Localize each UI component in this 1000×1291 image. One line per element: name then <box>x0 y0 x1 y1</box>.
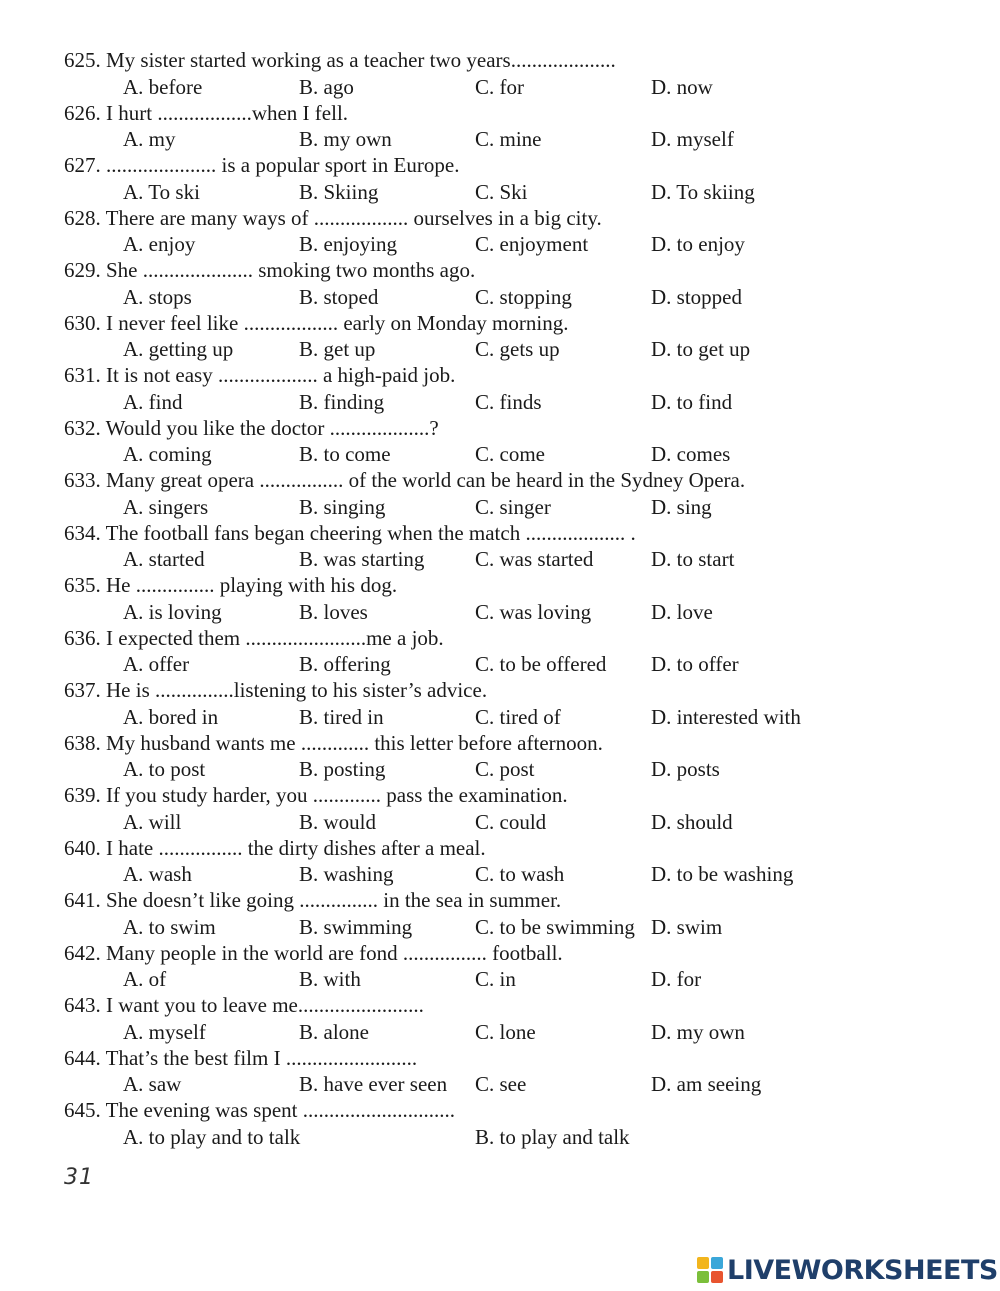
question-643-text: 643. I want you to leave me........................ <box>64 993 424 1017</box>
question-642-text: 642. Many people in the world are fond ................ football. <box>64 940 563 965</box>
question-645-options <box>0 1124 1000 1150</box>
option-d[interactable]: D. now <box>651 74 713 99</box>
question-639-text: 639. If you study harder, you ............. pass the examination. <box>64 783 568 807</box>
question-626-options <box>0 126 1000 152</box>
option-a[interactable]: A. to post <box>123 757 206 781</box>
option-c[interactable]: C. to be offered <box>475 652 607 676</box>
question-635-text: 635. He ............... playing with his dog. <box>64 573 398 597</box>
option-b[interactable]: B. to come <box>299 442 391 466</box>
option-d[interactable]: D. sing <box>651 494 712 519</box>
option-b[interactable]: B. washing <box>299 862 394 886</box>
option-b[interactable]: B. my own <box>299 127 392 151</box>
option-a[interactable]: A. coming <box>123 442 212 466</box>
option-b[interactable]: B. was starting <box>299 547 425 571</box>
option-c[interactable]: C. come <box>475 442 545 466</box>
option-d[interactable]: D. to enjoy <box>651 232 745 256</box>
option-a[interactable]: A. my <box>123 127 176 151</box>
option-b[interactable]: B. singing <box>299 494 386 519</box>
question-626-text: 626. I hurt ..................when I fell. <box>64 100 349 125</box>
option-b[interactable]: B. posting <box>299 757 386 781</box>
option-d[interactable]: D. to find <box>651 389 733 414</box>
option-a[interactable]: A. To ski <box>123 179 200 204</box>
question-628-text: 628. There are many ways of .................. ourselves in a big city. <box>64 205 602 230</box>
option-a[interactable]: A. stops <box>123 284 192 309</box>
brand-logo-icon <box>697 1257 723 1283</box>
question-633-text: 633. Many great opera ................ of the world can be heard in the Sydney Opera. <box>64 468 746 492</box>
option-a[interactable]: A. getting up <box>123 337 234 361</box>
option-c[interactable]: C. tired of <box>475 704 561 729</box>
page-number: 31 <box>64 1165 94 1190</box>
question-628-options <box>0 231 1000 257</box>
question-642-options <box>0 966 1000 992</box>
question-630-options <box>0 336 1000 362</box>
question-637-options <box>0 704 1000 730</box>
option-a[interactable]: A. wash <box>123 862 192 886</box>
option-a[interactable]: A. is loving <box>123 599 222 624</box>
option-d[interactable]: D. love <box>651 599 713 624</box>
option-d[interactable]: D. to offer <box>651 652 739 676</box>
question-638-text: 638. My husband wants me ............. this letter before afternoon. <box>64 730 603 755</box>
option-d[interactable]: D. to be washing <box>651 862 794 886</box>
option-a[interactable]: A. before <box>123 74 203 99</box>
option-b[interactable]: B. enjoying <box>299 232 397 256</box>
question-641-options <box>0 914 1000 940</box>
option-b[interactable]: B. finding <box>299 389 385 414</box>
option-a[interactable]: A. find <box>123 389 183 414</box>
brand-logo-tile <box>697 1257 709 1269</box>
option-b[interactable]: B. ago <box>299 74 354 99</box>
question-643-options <box>0 1019 1000 1045</box>
question-631-text: 631. It is not easy ................... a high-paid job. <box>64 363 456 387</box>
option-a[interactable]: A. to swim <box>123 914 216 939</box>
option-b[interactable]: B. tired in <box>299 704 384 729</box>
option-a[interactable]: A. bored in <box>123 704 219 729</box>
option-b[interactable]: B. stoped <box>299 284 379 309</box>
brand-name: LIVEWORKSHEETS <box>727 1254 998 1286</box>
question-641-text: 641. She doesn’t like going ............... in the sea in summer. <box>64 888 562 912</box>
option-c[interactable]: C. lone <box>475 1019 536 1044</box>
option-d[interactable]: D. to get up <box>651 337 751 361</box>
question-637-text: 637. He is ...............listening to his sister’s advice. <box>64 678 488 702</box>
question-638-options <box>0 756 1000 782</box>
option-b[interactable]: B. to play and talk <box>475 1124 630 1149</box>
question-645-text: 645. The evening was spent ............................. <box>64 1098 455 1122</box>
question-629-text: 629. She ..................... smoking two months ago. <box>64 258 476 282</box>
question-625-text: 625. My sister started working as a teacher two years.................... <box>64 48 616 72</box>
option-a[interactable]: A. of <box>123 967 167 991</box>
option-a[interactable]: A. started <box>123 547 205 571</box>
question-635-options <box>0 599 1000 625</box>
question-629-options <box>0 284 1000 310</box>
option-d[interactable]: D. swim <box>651 914 723 939</box>
option-c[interactable]: C. singer <box>475 494 551 519</box>
option-c[interactable]: C. mine <box>475 127 542 151</box>
option-a[interactable]: A. singers <box>123 494 209 519</box>
option-d[interactable]: D. posts <box>651 757 720 781</box>
question-634-text: 634. The football fans began cheering when the match ................... . <box>64 520 636 545</box>
option-d[interactable]: D. comes <box>651 442 731 466</box>
option-c[interactable]: C. to wash <box>475 862 565 886</box>
option-c[interactable]: C. was started <box>475 547 594 571</box>
question-625-options <box>0 74 1000 100</box>
question-627-text: 627. ..................... is a popular sport in Europe. <box>64 153 460 177</box>
option-a[interactable]: A. myself <box>123 1019 206 1044</box>
question-630-text: 630. I never feel like .................. early on Monday morning. <box>64 310 569 335</box>
option-c[interactable]: C. for <box>475 74 524 99</box>
option-c[interactable]: C. was loving <box>475 599 592 624</box>
brand-logo-tile <box>711 1257 723 1269</box>
option-a[interactable]: A. saw <box>123 1072 182 1096</box>
option-a[interactable]: A. to play and to talk <box>123 1124 301 1149</box>
option-a[interactable]: A. offer <box>123 652 190 676</box>
option-b[interactable]: B. alone <box>299 1019 369 1044</box>
option-c[interactable]: C. enjoyment <box>475 232 589 256</box>
brand-logo-tile <box>697 1271 709 1283</box>
brand-logo-tile <box>711 1271 723 1283</box>
question-640-options <box>0 861 1000 887</box>
option-c[interactable]: C. in <box>475 967 516 991</box>
option-d[interactable]: D. to start <box>651 547 735 571</box>
question-636-options <box>0 651 1000 677</box>
question-639-options <box>0 809 1000 835</box>
option-b[interactable]: B. Skiing <box>299 179 379 204</box>
brand-watermark[interactable] <box>697 1253 998 1287</box>
option-c[interactable]: C. gets up <box>475 337 560 361</box>
question-634-options <box>0 546 1000 572</box>
option-d[interactable]: D. To skiing <box>651 179 755 204</box>
option-d[interactable]: D. for <box>651 967 702 991</box>
question-644-options <box>0 1071 1000 1097</box>
question-644-text: 644. That’s the best film I ......................... <box>64 1045 418 1070</box>
option-b[interactable]: B. get up <box>299 337 376 361</box>
option-d[interactable]: D. should <box>651 809 733 834</box>
option-c[interactable]: C. Ski <box>475 179 528 204</box>
question-631-options <box>0 389 1000 415</box>
option-b[interactable]: B. would <box>299 809 377 834</box>
option-d[interactable]: D. myself <box>651 127 734 151</box>
option-c[interactable]: C. could <box>475 809 547 834</box>
question-627-options <box>0 179 1000 205</box>
question-632-text: 632. Would you like the doctor ...................? <box>64 415 439 440</box>
option-b[interactable]: B. have ever seen <box>299 1072 448 1096</box>
question-640-text: 640. I hate ................ the dirty dishes after a meal. <box>64 835 486 860</box>
option-d[interactable]: D. am seeing <box>651 1072 762 1096</box>
question-636-text: 636. I expected them .......................me a job. <box>64 625 444 650</box>
option-a[interactable]: A. enjoy <box>123 232 196 256</box>
option-b[interactable]: B. loves <box>299 599 368 624</box>
option-c[interactable]: C. to be swimming <box>475 914 635 939</box>
option-c[interactable]: C. post <box>475 757 535 781</box>
option-d[interactable]: D. interested with <box>651 704 801 729</box>
question-633-options <box>0 494 1000 520</box>
option-b[interactable]: B. offering <box>299 652 391 676</box>
option-c[interactable]: C. stopping <box>475 284 572 309</box>
option-c[interactable]: C. finds <box>475 389 542 414</box>
option-a[interactable]: A. will <box>123 809 182 834</box>
option-d[interactable]: D. stopped <box>651 284 742 309</box>
question-632-options <box>0 441 1000 467</box>
option-d[interactable]: D. my own <box>651 1019 745 1044</box>
option-c[interactable]: C. see <box>475 1072 527 1096</box>
option-b[interactable]: B. with <box>299 967 361 991</box>
option-b[interactable]: B. swimming <box>299 914 413 939</box>
